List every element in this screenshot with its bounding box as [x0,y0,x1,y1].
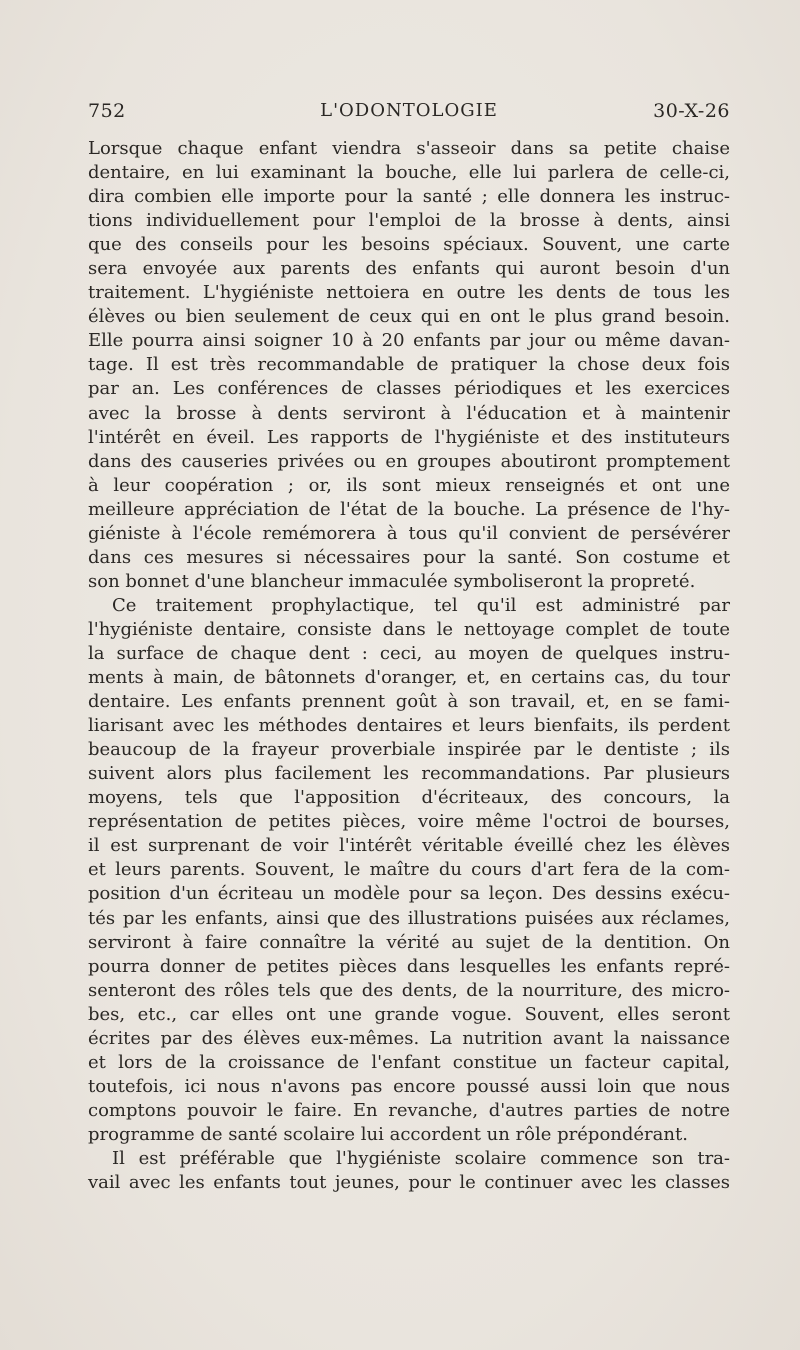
text-line: bes, etc., car elles ont une grande vogue. Souvent, elles seront [88,1003,730,1025]
text-line: dentaire. Les enfants prennent goût à son travail, et, en se fami- [88,691,730,713]
text-line: la surface de chaque dent : ceci, au moyen de quelques instru- [88,642,730,664]
text-line: moyens, tels que l'apposition d'écriteaux, des concours, la [88,787,730,809]
text-line: avec la brosse à dents serviront à l'éducation et à maintenir [88,402,730,424]
text-line: tés par les enfants, ainsi que des illustrations puisées aux réclames, [88,907,730,929]
text-line: tions individuellement pour l'emploi de la brosse à dents, ainsi [88,210,730,232]
text-line: par an. Les conférences de classes périodiques et les exercices [88,378,730,400]
text-line: beaucoup de la frayeur proverbiale inspirée par le dentiste ; ils [88,739,730,761]
text-line: serviront à faire connaître la vérité au sujet de la dentition. On [88,931,730,953]
paragraph [88,137,730,594]
text-line: vail avec les enfants tout jeunes, pour le continuer avec les classes [88,1172,730,1194]
text-line: son bonnet d'une blancheur immaculée symboliseront la propreté. [88,570,696,592]
text-line: l'hygiéniste dentaire, consiste dans le nettoyage complet de toute [88,618,730,640]
text-line: dentaire, en lui examinant la bouche, elle lui parlera de celle-ci, [88,162,730,184]
text-line: Ce traitement prophylactique, tel qu'il est administré par [112,594,730,616]
body-text [88,137,730,1195]
text-line: Lorsque chaque enfant viendra s'asseoir dans sa petite chaise [88,138,730,159]
text-line: senteront des rôles tels que des dents, de la nourriture, des micro- [88,979,730,1001]
paragraph [88,1147,730,1195]
text-line: pourra donner de petites pièces dans lesquelles les enfants repré- [88,955,730,977]
text-line: Elle pourra ainsi soigner 10 à 20 enfants par jour ou même davan- [88,330,730,352]
running-header [88,100,730,130]
text-line: tage. Il est très recommandable de pratiquer la chose deux fois [88,354,730,376]
text-line: écrites par des élèves eux-mêmes. La nutrition avant la naissance [88,1027,730,1049]
text-line: toutefois, ici nous n'avons pas encore poussé aussi loin que nous [88,1075,730,1097]
text-line: sera envoyée aux parents des enfants qui auront besoin d'un [88,258,730,280]
issue-date: 30-X-26 [653,100,730,122]
text-line: ments à main, de bâtonnets d'oranger, et, en certains cas, du tour [88,667,730,689]
text-line: et leurs parents. Souvent, le maître du cours d'art fera de la com- [88,859,730,881]
text-line: meilleure appréciation de l'état de la bouche. La présence de l'hy- [88,498,730,520]
text-line: giéniste à l'école remémorera à tous qu'il convient de persévérer [88,522,730,544]
text-line: comptons pouvoir le faire. En revanche, d'autres parties de notre [88,1099,730,1121]
text-line: l'intérêt en éveil. Les rapports de l'hygiéniste et des instituteurs [88,426,730,448]
text-line: et lors de la croissance de l'enfant constitue un facteur capital, [88,1051,730,1073]
running-title: L'ODONTOLOGIE [320,100,498,121]
text-line: Il est préférable que l'hygiéniste scolaire commence son tra- [112,1147,730,1169]
page-number: 752 [88,100,126,122]
text-line: liarisant avec les méthodes dentaires et leurs bienfaits, ils perdent [88,715,730,737]
text-line: dira combien elle importe pour la santé ; elle donnera les instruc- [88,186,730,208]
text-line: position d'un écriteau un modèle pour sa leçon. Des dessins exécu- [88,883,730,905]
text-line: programme de santé scolaire lui accordent un rôle prépondérant. [88,1123,688,1145]
text-line: élèves ou bien seulement de ceux qui en ont le plus grand besoin. [88,306,730,328]
text-line: dans ces mesures si nécessaires pour la santé. Son costume et [88,546,730,568]
paragraph [88,594,730,1147]
text-line: représentation de petites pièces, voire même l'octroi de bourses, [88,811,730,833]
text-line: il est surprenant de voir l'intérêt véritable éveillé chez les élèves [88,835,730,857]
text-line: à leur coopération ; or, ils sont mieux renseignés et ont une [88,474,730,496]
text-line: traitement. L'hygiéniste nettoiera en outre les dents de tous les [88,282,730,304]
text-line: dans des causeries privées ou en groupes aboutiront promptement [88,450,730,472]
text-line: suivent alors plus facilement les recommandations. Par plusieurs [88,763,730,785]
text-line: que des conseils pour les besoins spéciaux. Souvent, une carte [88,234,730,256]
